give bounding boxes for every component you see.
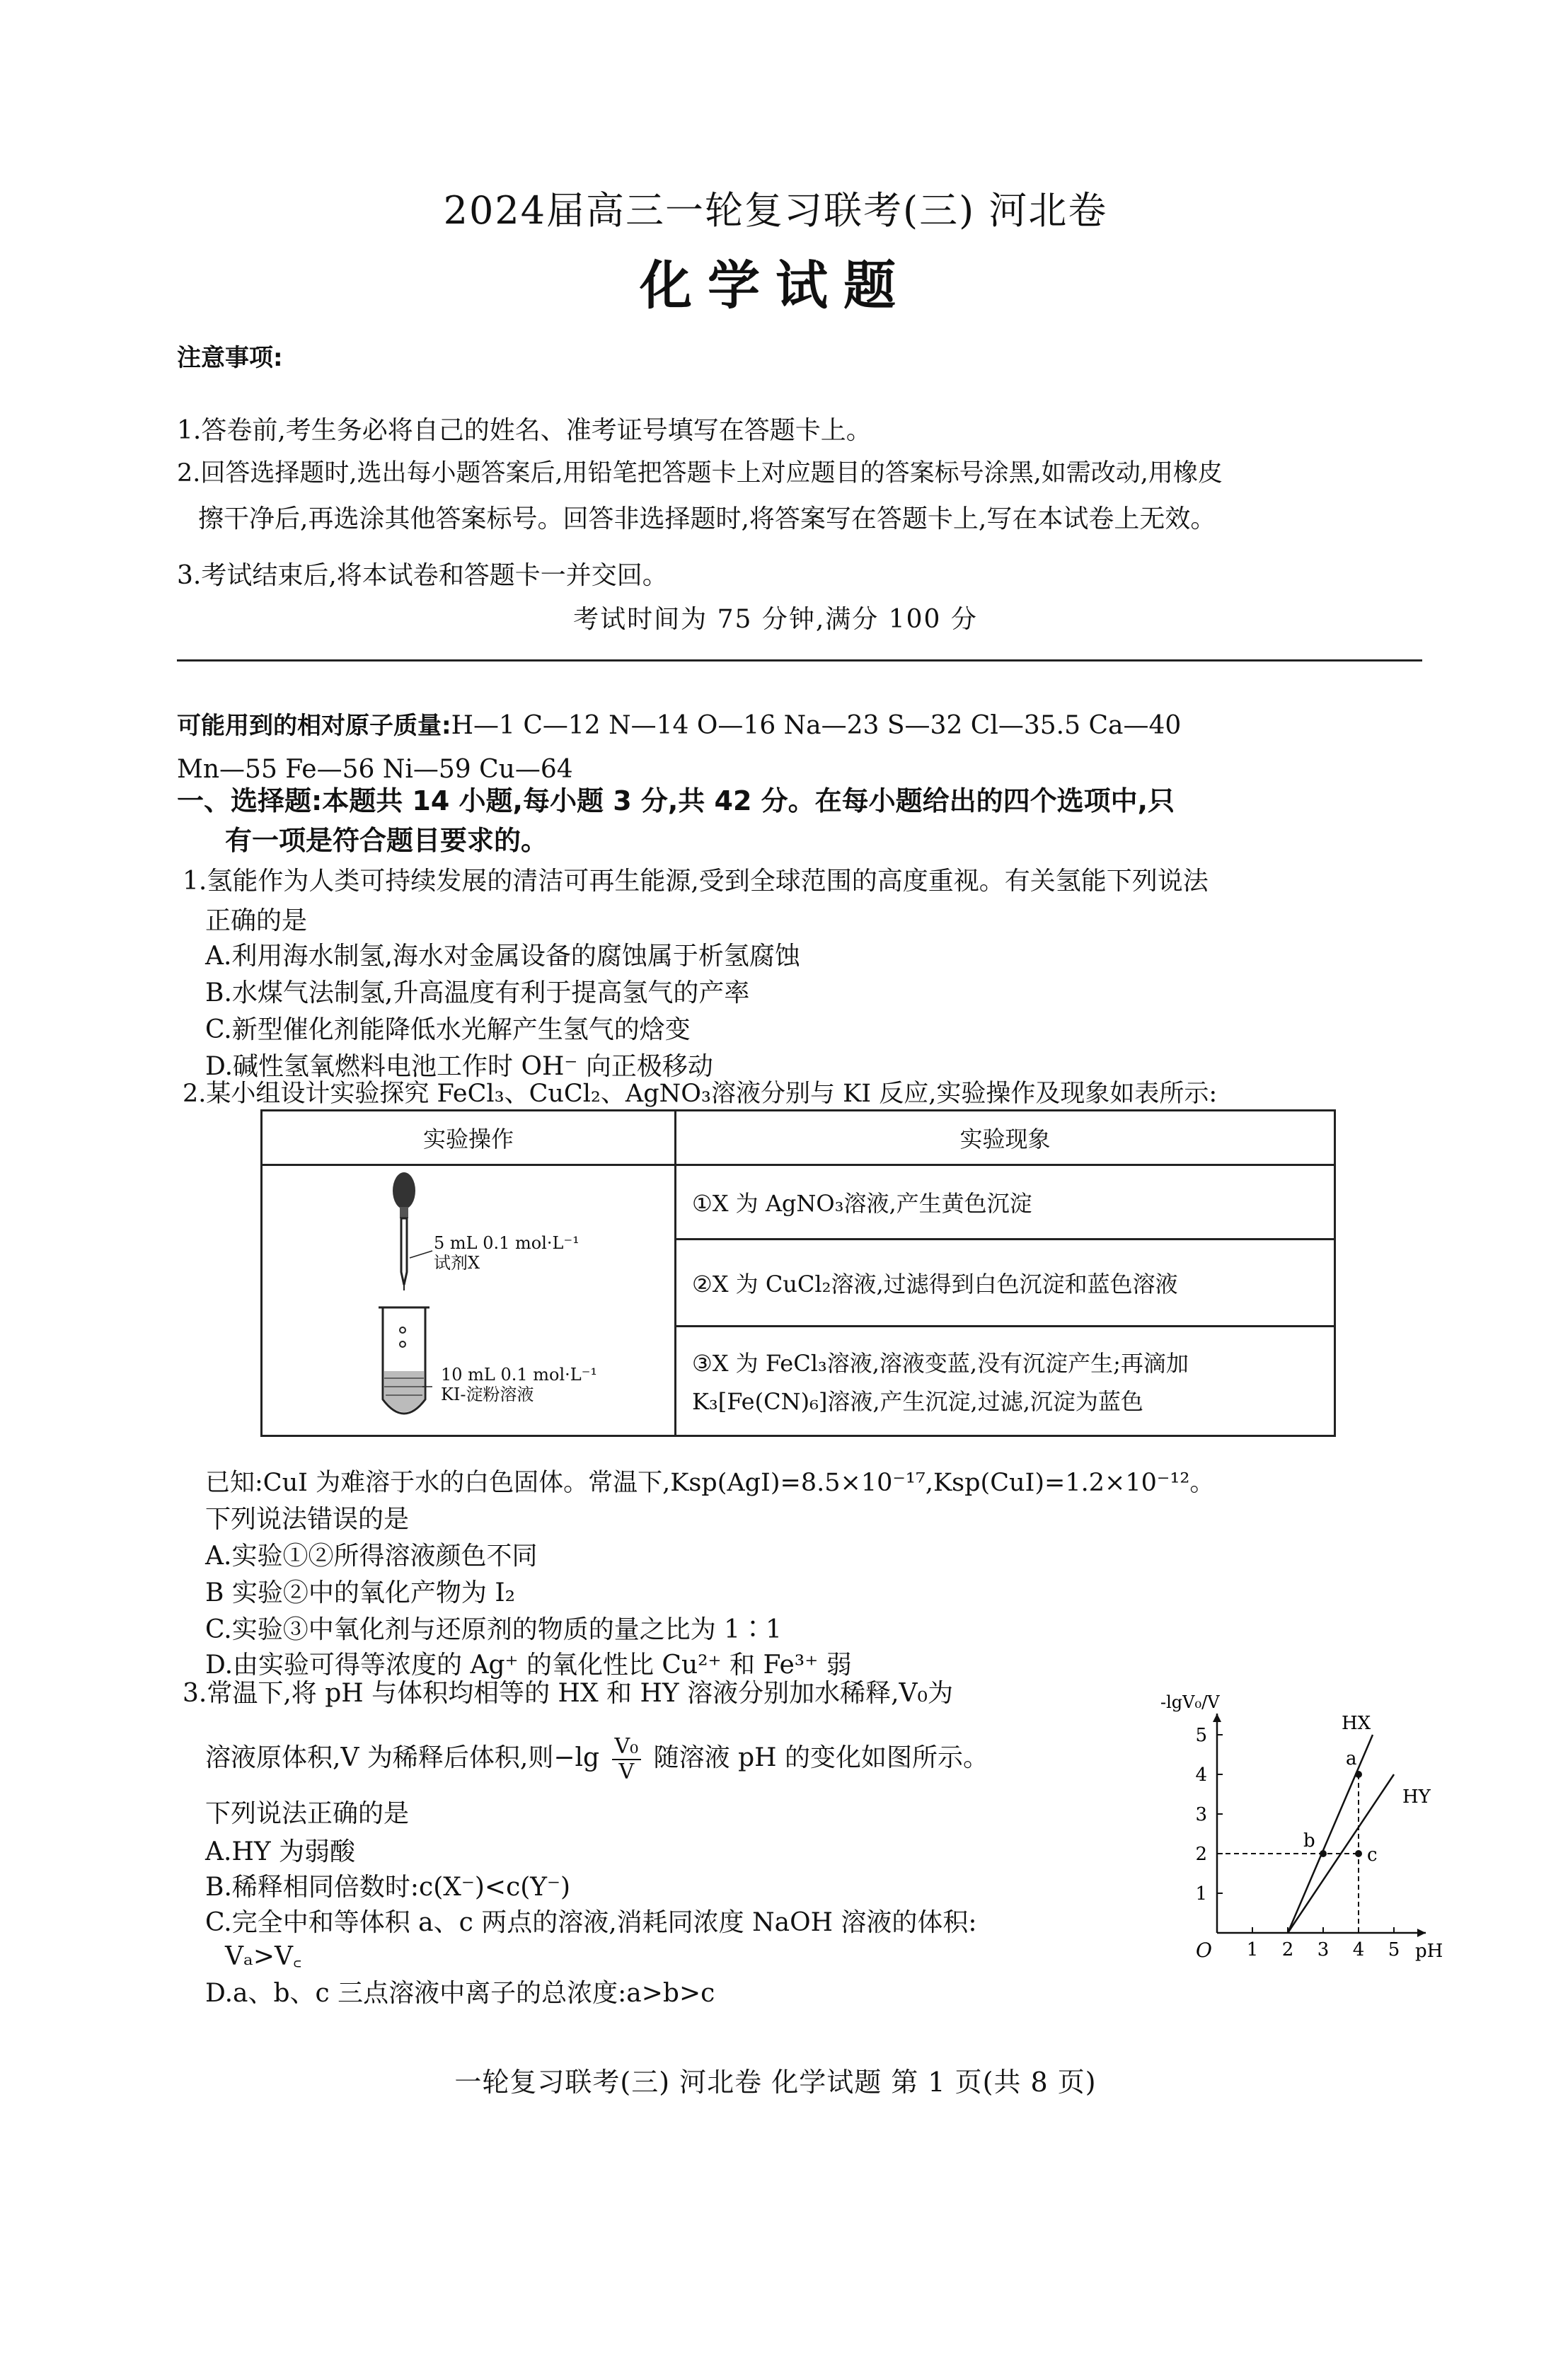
observation-1: ①X 为 AgNO₃溶液,产生黄色沉淀 (676, 1165, 1335, 1240)
q2-ask: 下列说法错误的是 (205, 1505, 410, 1534)
y-tick-label: 2 (1195, 1844, 1207, 1865)
q3-stem-2a: 溶液原体积,V 为稀释后体积,则−lg (205, 1743, 600, 1772)
apparatus-cell (262, 1165, 676, 1436)
q2-option-d: D.由实验可得等浓度的 Ag⁺ 的氧化性比 Cu²⁺ 和 Fe³⁺ 弱 (205, 1651, 852, 1680)
x-axis-label: pH (1415, 1941, 1443, 1962)
q2-option-a: A.实验①②所得溶液颜色不同 (205, 1542, 538, 1571)
q2-stem: 2.某小组设计实验探究 FeCl₃、CuCl₂、AgNO₃溶液分别与 KI 反应,实验操作及现象如表所示: (183, 1080, 1218, 1108)
q3-stem-1: 3.常温下,将 pH 与体积均相等的 HX 和 HY 溶液分别加水稀释,V₀为 (183, 1679, 953, 1708)
q3-ask: 下列说法正确的是 (205, 1799, 410, 1828)
point-label-b: b (1303, 1830, 1315, 1852)
q3-option-d: D.a、b、c 三点溶液中离子的总浓度:a>b>c (205, 1979, 715, 2008)
x-tick-label: 2 (1281, 1939, 1294, 1960)
atomic-mass-line-1 (177, 709, 1181, 743)
observation-3a: ③X 为 FeCl₃溶液,溶液变蓝,没有沉淀产生;再滴加 (692, 1350, 1189, 1377)
page-footer: 一轮复习联考(三) 河北卷 化学试题 第 1 页(共 8 页) (454, 2067, 1097, 2098)
q2-option-b: B 实验②中的氧化产物为 I₂ (205, 1578, 515, 1607)
section-1-heading-2: 有一项是符合题目要求的。 (225, 825, 548, 856)
reagent-ki-label: KI-淀粉溶液 (441, 1385, 534, 1404)
experiment-table (260, 1109, 1336, 1437)
y-tick-label: 3 (1195, 1804, 1207, 1825)
test-tube-liquid (384, 1371, 424, 1412)
q3-option-a: A.HY 为弱酸 (205, 1837, 356, 1866)
series-line-hx (1288, 1735, 1373, 1933)
table-header-operation: 实验操作 (262, 1111, 676, 1165)
point-a (1355, 1771, 1362, 1778)
reagent-x-amount: 5 mL 0.1 mol·L⁻¹ (434, 1233, 580, 1253)
observation-3b: K₃[Fe(CN)₆]溶液,产生沉淀,过滤,沉淀为蓝色 (692, 1388, 1143, 1415)
divider (177, 659, 1422, 662)
q1-option-c: C.新型催化剂能降低水光解产生氢气的焓变 (205, 1015, 691, 1044)
dropper-bulb (393, 1172, 415, 1209)
observation-2: ②X 为 CuCl₂溶液,过滤得到白色沉淀和蓝色溶液 (676, 1240, 1335, 1327)
point-b (1320, 1850, 1327, 1857)
x-tick-label: 5 (1388, 1939, 1400, 1960)
q1-option-b: B.水煤气法制氢,升高温度有利于提高氢气的产率 (205, 978, 750, 1007)
x-tick-label: 3 (1317, 1939, 1330, 1960)
table-header-observation: 实验现象 (676, 1111, 1335, 1165)
q3-fraction (612, 1735, 642, 1784)
q1-option-a: A.利用海水制氢,海水对金属设备的腐蚀属于析氢腐蚀 (205, 942, 800, 971)
atomic-mass-label: 可能用到的相对原子质量: (177, 712, 451, 740)
section-1-heading-1: 一、选择题:本题共 14 小题,每小题 3 分,共 42 分。在每小题给出的四个选项中,只 (177, 785, 1175, 816)
dropper-tube (401, 1218, 407, 1285)
x-axis-arrow (1417, 1929, 1426, 1937)
q3-option-b: B.稀释相同倍数时:c(X⁻)<c(Y⁻) (205, 1873, 571, 1902)
notes-item-2b: 擦干净后,再选涂其他答案标号。回答非选择题时,将答案写在答题卡上,写在本试卷上无效。 (198, 504, 1216, 533)
notes-item-3: 3.考试结束后,将本试卷和答题卡一并交回。 (177, 561, 668, 590)
notes-heading: 注意事项: (177, 344, 283, 372)
reagent-ki-amount: 10 mL 0.1 mol·L⁻¹ (441, 1365, 598, 1385)
q3-option-c-1: C.完全中和等体积 a、c 两点的溶液,消耗同浓度 NaOH 溶液的体积: (205, 1908, 977, 1937)
y-axis-arrow (1213, 1714, 1221, 1722)
notes-item-2a: 2.回答选择题时,选出每小题答案后,用铅笔把答题卡上对应题目的答案标号涂黑,如需改动,用橡皮 (177, 459, 1223, 487)
atomic-mass-values-1: H—1 C—12 N—14 O—16 Na—23 S—32 Cl—35.5 Ca—40 (451, 711, 1182, 740)
y-tick-label: 4 (1195, 1764, 1207, 1786)
series-label-hx: HX (1342, 1713, 1371, 1734)
q1-stem-2: 正确的是 (205, 906, 308, 935)
q3-option-c-2: Vₐ>V꜀ (225, 1942, 302, 1971)
y-tick-label: 5 (1195, 1725, 1207, 1746)
origin-label: O (1196, 1939, 1212, 1962)
x-tick-label: 1 (1246, 1939, 1259, 1960)
q1-option-d: D.碱性氢氧燃料电池工作时 OH⁻ 向正极移动 (205, 1052, 713, 1081)
point-label-c: c (1367, 1844, 1378, 1866)
x-tick-label: 4 (1352, 1939, 1365, 1960)
reagent-x-label: 试剂X (434, 1253, 480, 1273)
observation-3 (676, 1327, 1335, 1436)
dropper-neck (400, 1207, 408, 1218)
q2-known: 已知:CuI 为难溶于水的白色固体。常温下,Ksp(AgI)=8.5×10⁻¹⁷,Ksp(CuI)=1.2×10⁻¹²。 (205, 1469, 1215, 1497)
exam-title: 2024届高三一轮复习联考(三) 河北卷 (443, 188, 1108, 233)
q3-fraction-den: V (618, 1760, 635, 1784)
subject-title: 化学试题 (640, 255, 911, 316)
point-label-a: a (1346, 1748, 1357, 1769)
y-axis-label: -lgV₀/V (1160, 1692, 1220, 1712)
point-c (1355, 1850, 1362, 1857)
ph-dilution-chart (1160, 1670, 1451, 1981)
q1-stem-1: 1.氢能作为人类可持续发展的清洁可再生能源,受到全球范围的高度重视。有关氢能下列说法 (183, 867, 1209, 896)
series-label-hy: HY (1402, 1786, 1431, 1808)
q3-stem-2b: 随溶液 pH 的变化如图所示。 (653, 1743, 988, 1772)
exam-time: 考试时间为 75 分钟,满分 100 分 (573, 605, 978, 634)
notes-item-1: 1.答卷前,考生务必将自己的姓名、准考证号填写在答题卡上。 (177, 416, 872, 445)
q3-fraction-num: V₀ (612, 1735, 642, 1760)
q2-option-c: C.实验③中氧化剂与还原剂的物质的量之比为 1∶1 (205, 1615, 782, 1644)
q3-stem-2 (205, 1735, 988, 1784)
y-tick-label: 1 (1195, 1883, 1207, 1905)
atomic-mass-line-2: Mn—55 Fe—56 Ni—59 Cu—64 (177, 755, 573, 784)
